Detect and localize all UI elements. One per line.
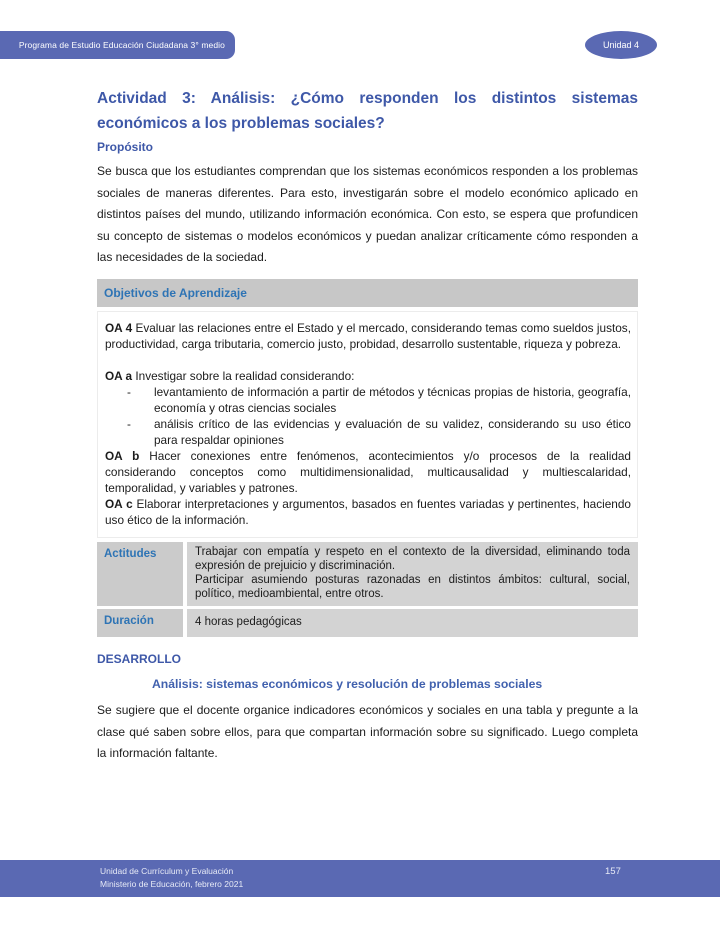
actitudes-content	[187, 542, 638, 606]
oaa-paragraph	[105, 368, 631, 384]
footer-line-1: Unidad de Currículum y Evaluación	[100, 866, 234, 876]
unit-badge-label: Unidad 4	[602, 40, 640, 50]
desarrollo-heading: DESARROLLO	[97, 652, 181, 666]
proposito-body: Se busca que los estudiantes comprendan que los sistemas económicos responden a los problemas sociales de maneras diferentes. Para esto, investigarán sobre el modelo económico aplicado en distintos países del mundo, utilizando información económica. Con esto, se espera que profundicen su concepto de sistemas o modelos económicos y puedan analizar críticamente cómo responden a las necesidades de la sociedad.	[97, 164, 638, 264]
activity-title: Actividad 3: Análisis: ¿Cómo responden los distintos sistemas económicos a los problemas sociales?	[97, 90, 638, 132]
objectives-table-header-label: Objetivos de Aprendizaje	[104, 286, 247, 300]
oa4-paragraph	[105, 320, 631, 352]
oab-text: Hacer conexiones entre fenómenos, acontecimientos y/o procesos de la realidad considerando conceptos como multidimensionalidad, multicausalidad y multiescalaridad, temporalidad, y variables y patrones.	[105, 449, 631, 495]
oaa-bullet-2-text: análisis crítico de las evidencias y evaluación de su validez, considerando su uso ético para respaldar opiniones	[154, 417, 631, 447]
actitudes-line-2: Participar asumiendo posturas razonadas en distintos ámbitos: cultural, social, político, medioambiental, entre otros.	[195, 573, 630, 600]
footer-line-2: Ministerio de Educación, febrero 2021	[100, 878, 244, 889]
oa4-label: OA 4	[105, 321, 133, 335]
actitudes-row	[97, 542, 638, 606]
oac-text: Elaborar interpretaciones y argumentos, basados en fuentes variadas y pertinentes, haciendo uso ético de la información.	[105, 497, 631, 527]
program-badge	[0, 31, 235, 59]
footer-bar	[0, 860, 720, 897]
objectives-table-header	[97, 279, 638, 307]
oac-label: OA c	[105, 497, 133, 511]
spacer	[105, 352, 631, 368]
duracion-label: Duración	[97, 609, 183, 637]
unit-badge	[585, 31, 657, 59]
objectives-table	[97, 279, 638, 640]
oaa-bullet-2	[105, 416, 631, 448]
duracion-row	[97, 609, 638, 637]
desarrollo-body: Se sugiere que el docente organice indicadores económicos y sociales en una tabla y pregunte a la clase qué saben sobre ellos, para que compartan información sobre su significado. Luego completa la información faltante.	[97, 703, 638, 760]
duracion-value: 4 horas pedagógicas	[195, 615, 302, 628]
desarrollo-subheading: Análisis: sistemas económicos y resolución de problemas sociales	[152, 677, 543, 691]
oaa-bullet-1-text: levantamiento de información a partir de métodos y técnicas propias de historia, geografía, economía y otras ciencias sociales	[154, 385, 631, 415]
duracion-content	[187, 609, 638, 637]
oab-paragraph	[105, 448, 631, 496]
program-badge-label: Programa de Estudio Educación Ciudadana 3° medio	[18, 40, 225, 50]
actitudes-label: Actitudes	[97, 542, 183, 606]
bullet-dash: -	[127, 417, 131, 431]
oaa-bullet-1	[105, 384, 631, 416]
page-number: 157	[605, 866, 621, 877]
proposito-heading: Propósito	[97, 140, 153, 154]
actitudes-line-1: Trabajar con empatía y respeto en el contexto de la diversidad, eliminando toda expresión de prejuicio y discriminación.	[195, 546, 630, 572]
oa4-text: Evaluar las relaciones entre el Estado y el mercado, considerando temas como sueldos justos, productividad, carga tributaria, comercio justo, probidad, desarrollo sustentable, riqueza y pobreza.	[105, 321, 631, 351]
oac-paragraph	[105, 496, 631, 528]
bullet-dash: -	[127, 385, 131, 399]
objectives-table-body	[97, 311, 638, 538]
footer-credits	[100, 865, 243, 890]
oab-label: OA b	[105, 449, 140, 463]
oaa-label: OA a	[105, 369, 133, 383]
oaa-text: Investigar sobre la realidad considerando:	[132, 369, 355, 383]
